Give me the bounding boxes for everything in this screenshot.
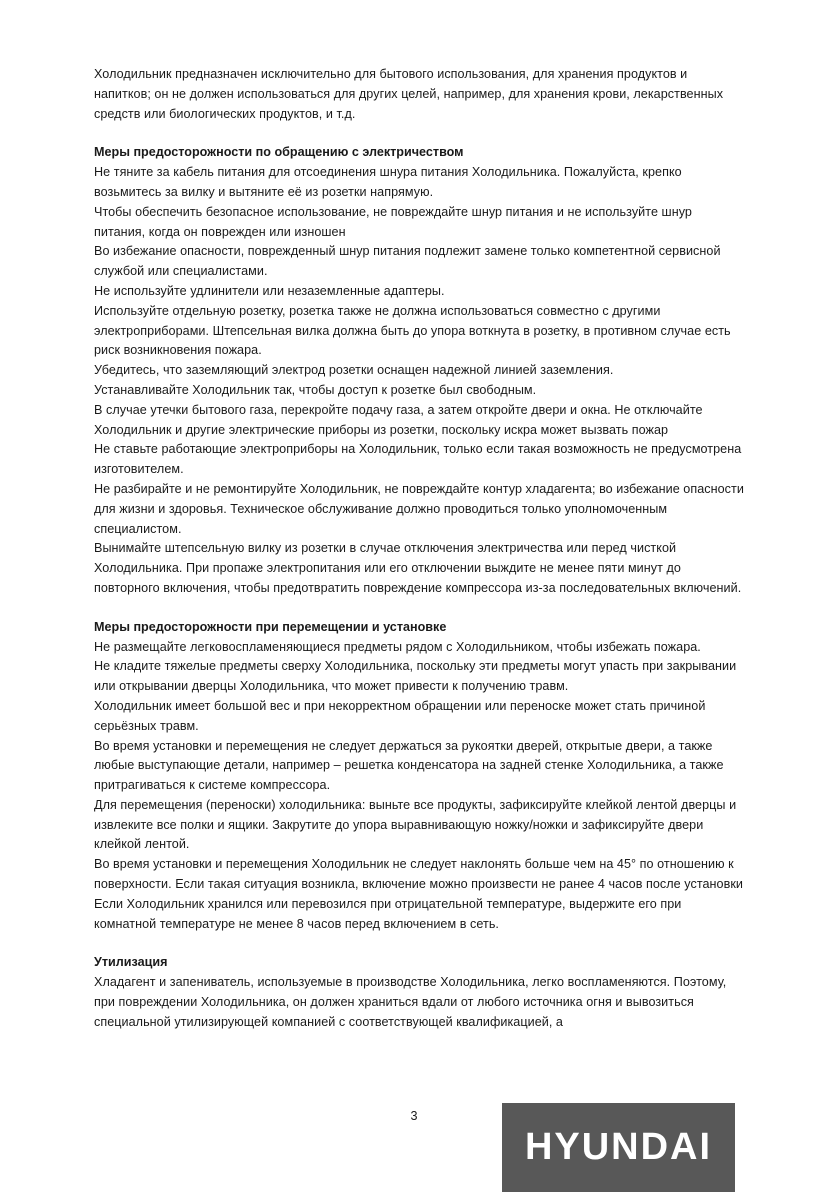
paragraph: Для перемещения (переноски) холодильника: выньте все продукты, зафиксируйте клейкой лентой дверцы и извлеките все полки и ящики. Закрутите до упора выравнивающую ножку/ножки и зафиксируйте двери клейкой лентой. — [94, 797, 737, 852]
paragraph: Во время установки и перемещения не следует держаться за рукоятки дверей, открытые двери, а также любые выступающие детали, например – решетка конденсатора на задней стенке Холодильника, а также притрагиваться к системе компрессора. — [94, 738, 724, 793]
paragraph: Устанавливайте Холодильник так, чтобы доступ к розетке был свободным. — [94, 382, 537, 397]
paragraph: Хладагент и запениватель, используемые в производстве Холодильника, легко воспламеняются. Поэтому, при повреждении Холодильника, он должен храниться вдали от любого источника огня и вывозиться специальной утилизирующей компанией с соответствующей квалификацией, а — [94, 975, 727, 1029]
section-heading: Меры предосторожности при перемещении и установке — [94, 619, 447, 634]
paragraph: Не ставьте работающие электроприборы на Холодильник, только если такая возможность не предусмотрена изготовителем. — [94, 442, 742, 477]
brand-logo-text: HYUNDAI — [524, 1126, 713, 1168]
section-moving-installation — [94, 618, 744, 935]
paragraph: Чтобы обеспечить безопасное использование, не повреждайте шнур питания и не используйте шнур питания, когда он поврежден или изношен — [94, 204, 692, 239]
paragraph: Используйте отдельную розетку, розетка также не должна использоваться совместно с другими электроприборами. Штепсельная вилка должна быть до упора воткнута в розетку, в противном случае есть риск возникновения пожара. — [94, 303, 731, 358]
page-number: 3 — [410, 1109, 418, 1123]
paragraph: Холодильник имеет большой вес и при некорректном обращении или переноске может стать причиной серьёзных травм. — [94, 698, 706, 733]
section-disposal — [94, 953, 744, 1032]
paragraph: В случае утечки бытового газа, перекройте подачу газа, а затем откройте двери и окна. Не отключайте Холодильник и другие электрические приборы из розетки, поскольку искра может вызвать пожар — [94, 402, 703, 437]
document-body — [94, 65, 744, 1033]
intro — [94, 65, 744, 124]
paragraph: Не размещайте легковоспламеняющиеся предметы рядом с Холодильником, чтобы избежать пожара. — [94, 639, 701, 654]
paragraph: Не используйте удлинители или незаземленные адаптеры. — [94, 283, 445, 298]
paragraph: Во время установки и перемещения Холодильник не следует наклонять больше чем на 45° по отношению к поверхности. Если такая ситуация возникла, включение можно произвести не ранее 4 часов после установки — [94, 857, 743, 892]
section-heading: Меры предосторожности по обращению с электричеством — [94, 145, 464, 160]
section-electrical-safety — [94, 143, 744, 598]
intro-paragraph: Холодильник предназначен исключительно для бытового использования, для хранения продуктов и напитков; он не должен использоваться для других целей, например, для хранения крови, лекарственных средств или биологических продуктов, и т.д. — [94, 67, 724, 121]
brand-logo — [502, 1103, 735, 1192]
paragraph: Не разбирайте и не ремонтируйте Холодильник, не повреждайте контур хладагента; во избежание опасности для жизни и здоровья. Техническое обслуживание должно проводиться только уполномоченным специалистом. — [94, 481, 744, 536]
paragraph: Во избежание опасности, поврежденный шнур питания подлежит замене только компетентной сервисной службой или специалистами. — [94, 244, 721, 279]
paragraph: Вынимайте штепсельную вилку из розетки в случае отключения электричества или перед чисткой Холодильника. При пропаже электропитания или его отключении выждите не менее пяти минут до повторного включения, чтобы предотвратить повреждение компрессора из-за последовательных включений. — [94, 541, 742, 595]
paragraph: Не кладите тяжелые предметы сверху Холодильника, поскольку эти предметы могут упасть при закрывании или открывании дверцы Холодильника, что может привести к получению травм. — [94, 659, 737, 694]
paragraph: Не тяните за кабель питания для отсоединения шнура питания Холодильника. Пожалуйста, крепко возьмитесь за вилку и вытяните её из розетки напрямую. — [94, 165, 682, 199]
section-heading: Утилизация — [94, 955, 168, 970]
paragraph: Если Холодильник хранился или перевозился при отрицательной температуре, выдержите его при комнатной температуре не менее 8 часов перед включением в сеть. — [94, 896, 682, 931]
paragraph: Убедитесь, что заземляющий электрод розетки оснащен надежной линией заземления. — [94, 363, 614, 378]
